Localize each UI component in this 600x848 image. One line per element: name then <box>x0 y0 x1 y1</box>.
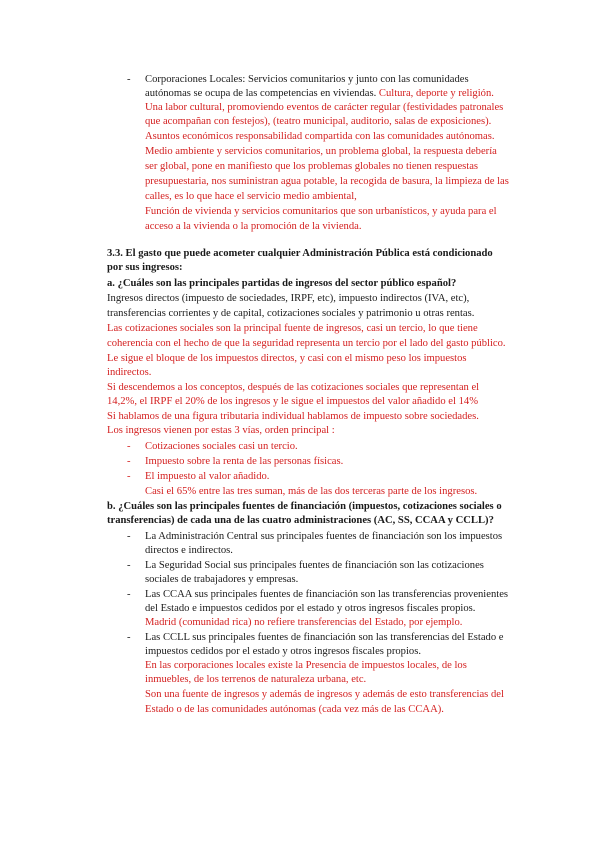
list-item: Cotizaciones sociales casi un tercio. <box>145 441 298 452</box>
text-line: autónomas se ocupa de las competencias en viviendas. Cultura, deporte y religión. <box>145 88 494 99</box>
bullet-dash: - <box>127 456 131 467</box>
note-line: Madrid (comunidad rica) no refiere transferencias del Estado, por ejemplo. <box>145 617 463 628</box>
note-line: indirectos. <box>107 367 152 378</box>
note-line: Función de vivienda y servicios comunitarios que son urbanísticos, y ayuda para el <box>145 206 497 217</box>
question-b: transferencias) de cada una de las cuatro administraciones (AC, SS, CCAA y CCLL)? <box>107 515 494 526</box>
list-item: del Estado e impuestos cedidos por el estado y otros ingresos fiscales propios. <box>145 603 476 614</box>
bullet-dash: - <box>127 560 131 571</box>
bullet-dash: - <box>127 531 131 542</box>
note-line: inmuebles, de los terrenos de naturaleza urbana, etc. <box>145 674 367 685</box>
note-line: Le sigue el bloque de los impuestos directos, y casi con el mismo peso los impuestos <box>107 353 467 364</box>
note-line: Las cotizaciones sociales son la principal fuente de ingresos, casi un tercio, lo que tiene <box>107 323 478 334</box>
note-line: Si hablamos de una figura tributaria individual hablamos de impuesto sobre sociedades. <box>107 411 479 422</box>
text-line: transferencias corrientes y de capital, cotizaciones sociales y patrimonio u otras rentas. <box>107 308 475 319</box>
section-heading: 3.3. El gasto que puede acometer cualquier Administración Pública está condicionado <box>107 248 493 259</box>
note-line: En las corporaciones locales existe la Presencia de impuestos locales, de los <box>145 660 467 671</box>
note-line: Estado o de las comunidades autónomas (cada vez más de las CCAA). <box>145 704 444 715</box>
list-item: La Administración Central sus principales fuentes de financiación son los impuestos <box>145 531 503 542</box>
note-line: Los ingresos vienen por estas 3 vías, orden principal : <box>107 425 335 436</box>
note-line: Una labor cultural, promoviendo eventos de carácter regular (festividades patronales <box>145 102 504 113</box>
note-line: coherencia con el hecho de que la seguridad representa un tercio por el lado del gasto público. <box>107 338 506 349</box>
note-line: acceso a la vivienda o la promoción de la vivienda. <box>145 221 362 232</box>
list-item: La Seguridad Social sus principales fuentes de financiación son las cotizaciones <box>145 560 484 571</box>
list-item: Impuesto sobre la renta de las personas físicas. <box>145 456 344 467</box>
bullet-dash: - <box>127 74 131 85</box>
text-line: Ingresos directos (impuesto de sociedades, IRPF, etc), impuesto indirectos (IVA, etc), <box>107 293 470 304</box>
note-line: Son una fuente de ingresos y además de ingresos y además de esto transferencias del <box>145 689 504 700</box>
list-note: Casi el 65% entre las tres suman, más de las dos terceras parte de los ingresos. <box>145 486 478 497</box>
bullet-dash: - <box>127 632 131 643</box>
list-item: El impuesto al valor añadido. <box>145 471 270 482</box>
bullet-dash: - <box>127 589 131 600</box>
bullet-dash: - <box>127 441 131 452</box>
list-item: directos e indirectos. <box>145 545 233 556</box>
note-line: que acompañan con festejos), (teatro municipal, auditorio, salas de exposiciones). <box>145 116 492 127</box>
section-heading: por sus ingresos: <box>107 262 183 273</box>
list-item: impuestos cedidos por el estado y otros ingresos fiscales propios. <box>145 646 421 657</box>
note-line: presupuestaria, nos suministran agua potable, la recogida de basura, la limpieza de las <box>145 176 509 187</box>
list-item: Las CCLL sus principales fuentes de financiación son las transferencias del Estado e <box>145 632 504 643</box>
note-line: Asuntos económicos responsabilidad compartida con las comunidades autónomas. <box>145 131 495 142</box>
note-line: Medio ambiente y servicios comunitarios, un problema global, la respuesta debería <box>145 146 497 157</box>
text-line: Corporaciones Locales: Servicios comunitarios y junto con las comunidades <box>145 74 469 85</box>
question-b: b. ¿Cuáles son las principales fuentes de financiación (impuestos, cotizaciones sociales o <box>107 501 502 512</box>
note-line: Si descendemos a los conceptos, después de las cotizaciones sociales que representan el <box>107 382 480 393</box>
question-a: a. ¿Cuáles son las principales partidas de ingresos del sector público español? <box>107 278 457 289</box>
note-line: 14,2%, el IRPF el 20% de los ingresos y le sigue el impuestos del valor añadido el 14% <box>107 396 479 407</box>
note-line: calles, es lo que hace el servicio medio ambiental, <box>145 191 357 202</box>
note-line: ser global, pone en manifiesto que los problemas globales no tienen respuestas <box>145 161 479 172</box>
list-item: Las CCAA sus principales fuentes de financiación son las transferencias provenientes <box>145 589 509 600</box>
list-item: sociales de trabajadores y empresas. <box>145 574 299 585</box>
bullet-dash: - <box>127 471 131 482</box>
